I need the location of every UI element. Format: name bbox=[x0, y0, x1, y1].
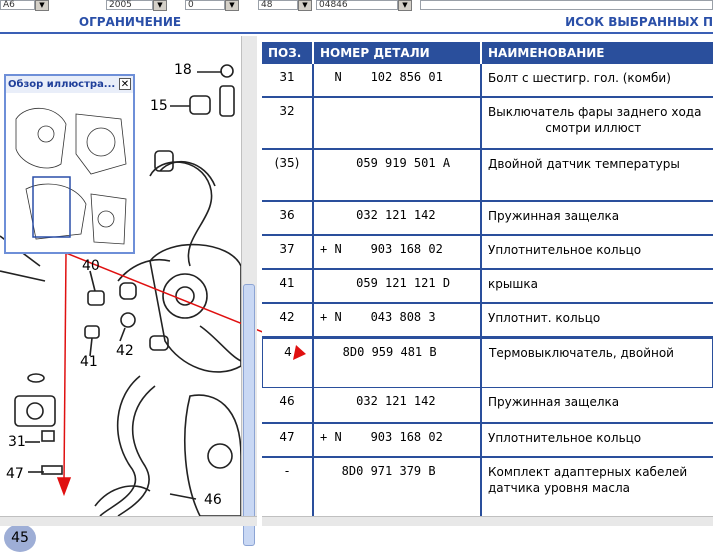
filter-subgroup-dropdown-button[interactable]: ▼ bbox=[298, 0, 312, 11]
row-name: Уплотнительное кольцо bbox=[488, 431, 642, 445]
filter-year-field[interactable]: 2005 bbox=[106, 0, 153, 10]
filter-model-field[interactable]: A6 bbox=[0, 0, 35, 10]
table-row[interactable] bbox=[262, 202, 713, 236]
row-position: 37 bbox=[279, 242, 295, 256]
row-position: 4 bbox=[284, 345, 292, 359]
row-part-number: 8D0 971 379 B bbox=[320, 464, 436, 478]
row-name: Уплотнительное кольцо bbox=[488, 243, 642, 257]
row-part-number: 059 919 501 A bbox=[320, 156, 451, 170]
row-position: 46 bbox=[279, 394, 295, 408]
row-part-number: 059 121 121 D bbox=[320, 276, 451, 290]
selected-parts-list-title: ИСОК ВЫБРАННЫХ П bbox=[565, 15, 713, 29]
row-part-number: 032 121 142 bbox=[320, 394, 436, 408]
restriction-title: ОГРАНИЧЕНИЕ bbox=[78, 15, 182, 29]
column-divider bbox=[312, 64, 314, 516]
row-position: - bbox=[284, 464, 290, 478]
callout-40[interactable]: 40 bbox=[82, 258, 100, 274]
overview-thumbnail-image[interactable] bbox=[6, 94, 133, 252]
row-position: 36 bbox=[279, 208, 295, 222]
column-header-name[interactable]: НАИМЕНОВАНИЕ bbox=[488, 46, 605, 60]
table-row[interactable] bbox=[262, 304, 713, 338]
row-position: (35) bbox=[274, 156, 300, 170]
section-title-bar bbox=[0, 12, 713, 34]
filter-illustration-dropdown-button[interactable]: ▼ bbox=[398, 0, 412, 11]
row-name: Термовыключатель, двойной bbox=[489, 346, 674, 360]
table-row[interactable] bbox=[262, 458, 713, 516]
row-position: 47 bbox=[279, 430, 295, 444]
table-row[interactable] bbox=[262, 150, 713, 202]
callout-15[interactable]: 15 bbox=[150, 98, 168, 114]
parts-table bbox=[262, 42, 713, 516]
row-part-number: 032 121 142 bbox=[320, 208, 436, 222]
row-position: 41 bbox=[279, 276, 295, 290]
callout-47[interactable]: 47 bbox=[6, 466, 24, 482]
callout-46[interactable]: 46 bbox=[204, 492, 222, 508]
row-name: Пружинная защелка bbox=[488, 395, 620, 409]
filter-bar bbox=[0, 0, 713, 12]
callout-31[interactable]: 31 bbox=[8, 434, 26, 450]
row-name: Выключатель фары заднего хода смотри иллюст bbox=[488, 105, 702, 135]
illustration-scroll-thumb[interactable] bbox=[243, 284, 255, 546]
illustration-overview-window[interactable] bbox=[4, 74, 135, 254]
row-part-number: N 102 856 01 bbox=[320, 70, 443, 84]
table-row[interactable] bbox=[262, 270, 713, 304]
illustration-pane[interactable] bbox=[0, 36, 241, 546]
filter-illustration-field[interactable]: 04846 bbox=[316, 0, 398, 10]
close-icon[interactable]: ✕ bbox=[120, 79, 130, 90]
row-part-number: + N 903 168 02 bbox=[320, 242, 443, 256]
row-name: Комплект адаптерных кабелей датчика уровня масла bbox=[488, 465, 688, 495]
row-position: 31 bbox=[279, 70, 295, 84]
illustration-vertical-scrollbar[interactable] bbox=[241, 36, 257, 516]
row-part-number: + N 903 168 02 bbox=[320, 430, 443, 444]
callout-18[interactable]: 18 bbox=[174, 62, 192, 78]
table-row[interactable] bbox=[262, 236, 713, 270]
red-arrow-head bbox=[282, 338, 322, 368]
table-row[interactable] bbox=[262, 424, 713, 458]
filter-search-field[interactable] bbox=[420, 0, 713, 10]
callout-42[interactable]: 42 bbox=[116, 343, 134, 359]
table-row-selected[interactable] bbox=[262, 338, 713, 388]
row-position: 42 bbox=[279, 310, 295, 324]
overview-window-title: Обзор иллюстра... bbox=[6, 76, 133, 93]
column-header-part-number[interactable]: НОМЕР ДЕТАЛИ bbox=[314, 42, 482, 64]
filter-year-dropdown-button[interactable]: ▼ bbox=[153, 0, 167, 11]
table-row[interactable] bbox=[262, 388, 713, 424]
callout-45-highlighted[interactable]: 45 bbox=[4, 524, 36, 552]
row-part-number: + N 043 808 3 bbox=[320, 310, 436, 324]
row-part-number: 8D0 959 481 B bbox=[321, 345, 437, 359]
callout-41[interactable]: 41 bbox=[80, 354, 98, 370]
row-name: Пружинная защелка bbox=[488, 209, 620, 223]
filter-group-field[interactable]: 0 bbox=[185, 0, 225, 10]
row-name: Уплотнит. кольцо bbox=[488, 311, 601, 325]
filter-subgroup-field[interactable]: 48 bbox=[258, 0, 298, 10]
parts-table-header bbox=[262, 42, 713, 64]
row-name: крышка bbox=[488, 277, 538, 291]
table-horizontal-scrollbar[interactable] bbox=[262, 516, 713, 526]
illustration-horizontal-scrollbar[interactable] bbox=[0, 516, 257, 526]
table-row[interactable] bbox=[262, 98, 713, 150]
column-header-position[interactable]: ПОЗ. bbox=[262, 42, 314, 64]
column-divider bbox=[480, 64, 482, 516]
row-name: Болт с шестигр. гол. (комби) bbox=[488, 71, 671, 85]
filter-group-dropdown-button[interactable]: ▼ bbox=[225, 0, 239, 11]
row-name: Двойной датчик температуры bbox=[488, 157, 680, 171]
filter-model-dropdown-button[interactable]: ▼ bbox=[35, 0, 49, 11]
table-row[interactable] bbox=[262, 64, 713, 98]
row-position: 32 bbox=[279, 104, 295, 118]
